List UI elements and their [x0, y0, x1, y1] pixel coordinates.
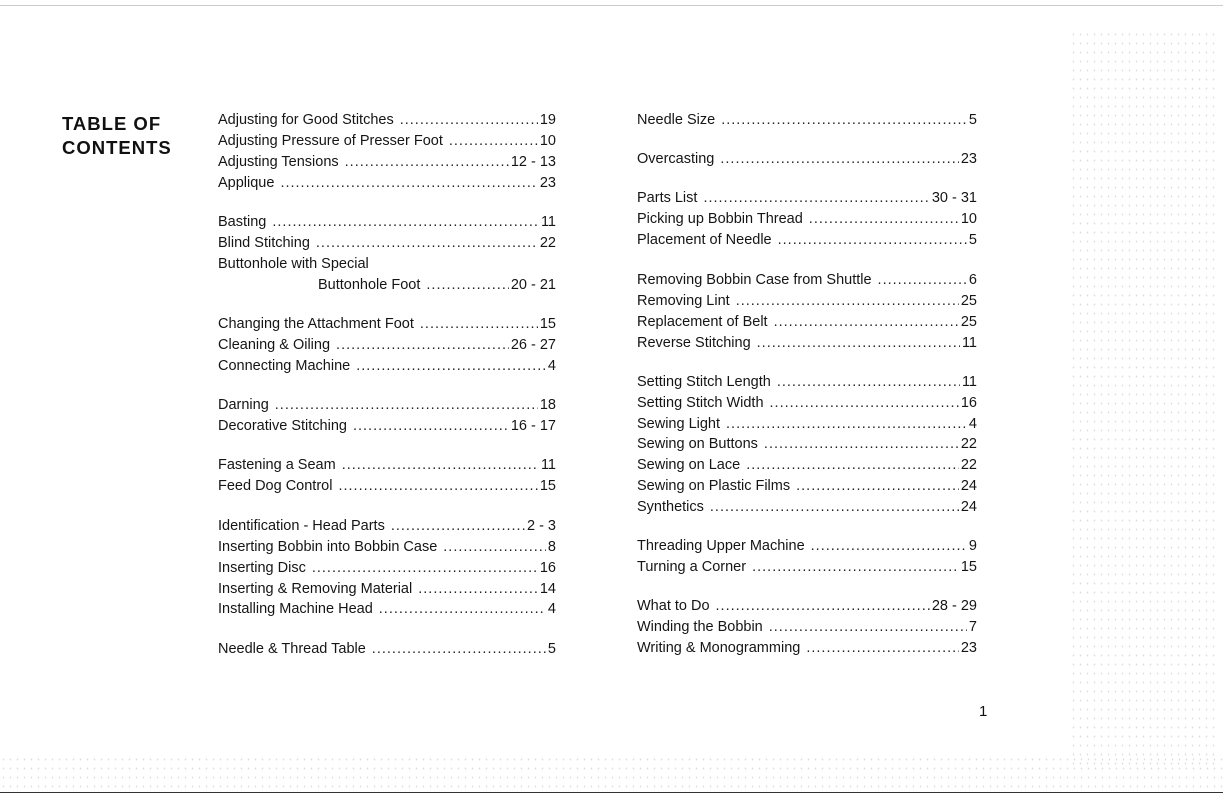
- entry-label: Basting: [218, 214, 267, 230]
- leader-dots: [764, 435, 959, 454]
- entry-label: Darning: [218, 397, 269, 413]
- index-entry: [218, 153, 556, 172]
- index-entry: [637, 618, 977, 637]
- index-entry: [637, 111, 977, 130]
- index-entry: [218, 315, 556, 334]
- index-entry: [218, 580, 556, 599]
- leader-dots: [379, 600, 546, 619]
- index-entry: [637, 150, 977, 169]
- entry-label: Inserting Disc: [218, 560, 306, 576]
- index-entry: [318, 276, 556, 295]
- index-entry: [218, 396, 556, 415]
- index-entry: [637, 231, 977, 250]
- index-entry: [637, 639, 977, 658]
- leader-dots: [726, 415, 967, 434]
- entry-page: 16 - 17: [510, 418, 556, 434]
- entry-label: Writing & Monogramming: [637, 640, 801, 656]
- title-line-2: CONTENTS: [62, 137, 172, 158]
- leader-dots: [391, 517, 525, 536]
- index-entry: [218, 640, 556, 659]
- index-entry: [218, 132, 556, 151]
- index-entry: [637, 271, 977, 290]
- index-entry: [637, 394, 977, 413]
- leader-dots: [736, 292, 959, 311]
- index-entry: [218, 234, 556, 253]
- top-rule: [0, 5, 1223, 6]
- entry-page: 5: [547, 641, 556, 657]
- entry-label: Cleaning & Oiling: [218, 337, 331, 353]
- entry-page: 12 - 13: [510, 154, 556, 170]
- entry-label: What to Do: [637, 598, 710, 614]
- index-entry: [637, 597, 977, 616]
- entry-page: 22: [960, 457, 977, 473]
- index-entry: [637, 435, 977, 454]
- leader-dots: [746, 456, 959, 475]
- entry-page: 10: [960, 211, 977, 227]
- entry-label: Adjusting Tensions: [218, 154, 339, 170]
- scan-noise: [1070, 30, 1220, 770]
- entry-page: 16: [539, 560, 556, 576]
- entry-label: Synthetics: [637, 499, 704, 515]
- leader-dots: [280, 174, 537, 193]
- entry-label: Adjusting Pressure of Presser Foot: [218, 133, 443, 149]
- entry-label: Sewing on Plastic Films: [637, 478, 791, 494]
- leader-dots: [811, 537, 967, 556]
- entry-label: Setting Stitch Length: [637, 374, 771, 390]
- leader-dots: [418, 580, 538, 599]
- index-entry: [637, 415, 977, 434]
- entry-label: Changing the Attachment Foot: [218, 316, 414, 332]
- entry-label: Winding the Bobbin: [637, 619, 763, 635]
- leader-dots: [809, 210, 959, 229]
- entry-page: 5: [968, 232, 977, 248]
- leader-dots: [878, 271, 967, 290]
- entry-page: 4: [968, 416, 977, 432]
- entry-label: Removing Lint: [637, 293, 730, 309]
- leader-dots: [770, 394, 959, 413]
- index-entry: [218, 174, 556, 193]
- scan-noise-bottom: [0, 755, 1223, 791]
- index-entry: [637, 558, 977, 577]
- entry-label: Sewing on Buttons: [637, 436, 758, 452]
- leader-dots: [312, 559, 538, 578]
- entry-label: Placement of Needle: [637, 232, 772, 248]
- leader-dots: [345, 153, 509, 172]
- leader-dots: [336, 336, 509, 355]
- entry-label: Needle Size: [637, 112, 716, 128]
- leader-dots: [757, 334, 960, 353]
- entry-page: 16: [960, 395, 977, 411]
- entry-page: 23: [539, 175, 556, 191]
- leader-dots: [426, 276, 508, 295]
- index-entry: [218, 111, 556, 130]
- entry-label: Installing Machine Head: [218, 601, 373, 617]
- leader-dots: [272, 213, 539, 232]
- entry-label: Adjusting for Good Stitches: [218, 112, 394, 128]
- index-entry: [218, 417, 556, 436]
- index-entry: [218, 538, 556, 557]
- entry-page: 15: [539, 478, 556, 494]
- entry-page: 20 - 21: [510, 277, 556, 293]
- index-entry: [218, 357, 556, 376]
- entry-page: 23: [960, 640, 977, 656]
- entry-label: Setting Stitch Width: [637, 395, 764, 411]
- index-entry: [637, 189, 977, 208]
- entry-page: 11: [961, 335, 977, 351]
- leader-dots: [400, 111, 538, 130]
- leader-dots: [316, 234, 538, 253]
- leader-dots: [449, 132, 538, 151]
- entry-page: 15: [960, 559, 977, 575]
- leader-dots: [806, 639, 959, 658]
- leader-dots: [356, 357, 546, 376]
- leader-dots: [774, 313, 959, 332]
- index-entry: [637, 210, 977, 229]
- leader-dots: [721, 111, 967, 130]
- entry-label: Blind Stitching: [218, 235, 310, 251]
- entry-label: Sewing on Lace: [637, 457, 741, 473]
- entry-page: 26 - 27: [510, 337, 556, 353]
- entry-label: Feed Dog Control: [218, 478, 333, 494]
- entry-label-continued: Buttonhole with Special: [218, 256, 369, 272]
- entry-page: 22: [539, 235, 556, 251]
- leader-dots: [752, 558, 959, 577]
- leader-dots: [353, 417, 509, 436]
- index-entry: [637, 373, 977, 392]
- leader-dots: [716, 597, 930, 616]
- leader-dots: [342, 456, 539, 475]
- entry-page: 11: [540, 457, 556, 473]
- leader-dots: [338, 477, 537, 496]
- entry-label: Threading Upper Machine: [637, 538, 805, 554]
- leader-dots: [372, 640, 546, 659]
- index-entry: [218, 559, 556, 578]
- entry-label: Picking up Bobbin Thread: [637, 211, 803, 227]
- entry-label: Parts List: [637, 190, 698, 206]
- leader-dots: [720, 150, 958, 169]
- leader-dots: [275, 396, 538, 415]
- entry-page: 10: [539, 133, 556, 149]
- index-entry: [218, 456, 556, 475]
- entry-label: Applique: [218, 175, 275, 191]
- entry-page: 4: [547, 601, 556, 617]
- leader-dots: [796, 477, 959, 496]
- entry-label: Inserting Bobbin into Bobbin Case: [218, 539, 438, 555]
- entry-page: 7: [968, 619, 977, 635]
- index-entry: [218, 213, 556, 232]
- page-title: [62, 112, 172, 160]
- index-entry: [637, 292, 977, 311]
- entry-label: Needle & Thread Table: [218, 641, 366, 657]
- index-entry: [637, 313, 977, 332]
- entry-page: 18: [539, 397, 556, 413]
- entry-page: 19: [539, 112, 556, 128]
- entry-label: Replacement of Belt: [637, 314, 768, 330]
- entry-page: 5: [968, 112, 977, 128]
- entry-page: 25: [960, 293, 977, 309]
- entry-page: 6: [968, 272, 977, 288]
- entry-label: Fastening a Seam: [218, 457, 336, 473]
- leader-dots: [710, 498, 959, 517]
- page-number: 1: [979, 703, 988, 720]
- entry-label: Overcasting: [637, 151, 715, 167]
- entry-page: 23: [960, 151, 977, 167]
- index-entry: [218, 477, 556, 496]
- leader-dots: [420, 315, 538, 334]
- index-entry: [218, 600, 556, 619]
- leader-dots: [443, 538, 546, 557]
- entry-page: 24: [960, 499, 977, 515]
- entry-label: Connecting Machine: [218, 358, 351, 374]
- entry-label: Identification - Head Parts: [218, 518, 385, 534]
- index-entry: [637, 334, 977, 353]
- entry-page: 25: [960, 314, 977, 330]
- entry-page: 8: [547, 539, 556, 555]
- entry-label: Reverse Stitching: [637, 335, 751, 351]
- leader-dots: [777, 373, 960, 392]
- entry-page: 11: [961, 374, 977, 390]
- entry-page: 11: [540, 214, 556, 230]
- entry-page: 15: [539, 316, 556, 332]
- index-entry: [637, 498, 977, 517]
- entry-page: 14: [539, 581, 556, 597]
- entry-label: Buttonhole Foot: [318, 277, 421, 293]
- entry-page: 28 - 29: [931, 598, 977, 614]
- entry-page: 4: [547, 358, 556, 374]
- entry-label: Removing Bobbin Case from Shuttle: [637, 272, 872, 288]
- index-entry: [637, 477, 977, 496]
- entry-page: 30 - 31: [931, 190, 977, 206]
- entry-label: Decorative Stitching: [218, 418, 347, 434]
- leader-dots: [703, 189, 929, 208]
- leader-dots: [769, 618, 967, 637]
- title-line-1: TABLE OF: [62, 113, 162, 134]
- entry-page: 9: [968, 538, 977, 554]
- index-entry: [637, 456, 977, 475]
- leader-dots: [778, 231, 967, 250]
- entry-page: 24: [960, 478, 977, 494]
- entry-page: 22: [960, 436, 977, 452]
- entry-label: Inserting & Removing Material: [218, 581, 413, 597]
- entry-page: 2 - 3: [526, 518, 556, 534]
- index-entry: [218, 336, 556, 355]
- entry-label: Sewing Light: [637, 416, 721, 432]
- index-entry: [218, 517, 556, 536]
- bottom-rule: [0, 792, 1223, 793]
- index-entry: [637, 537, 977, 556]
- entry-label: Turning a Corner: [637, 559, 747, 575]
